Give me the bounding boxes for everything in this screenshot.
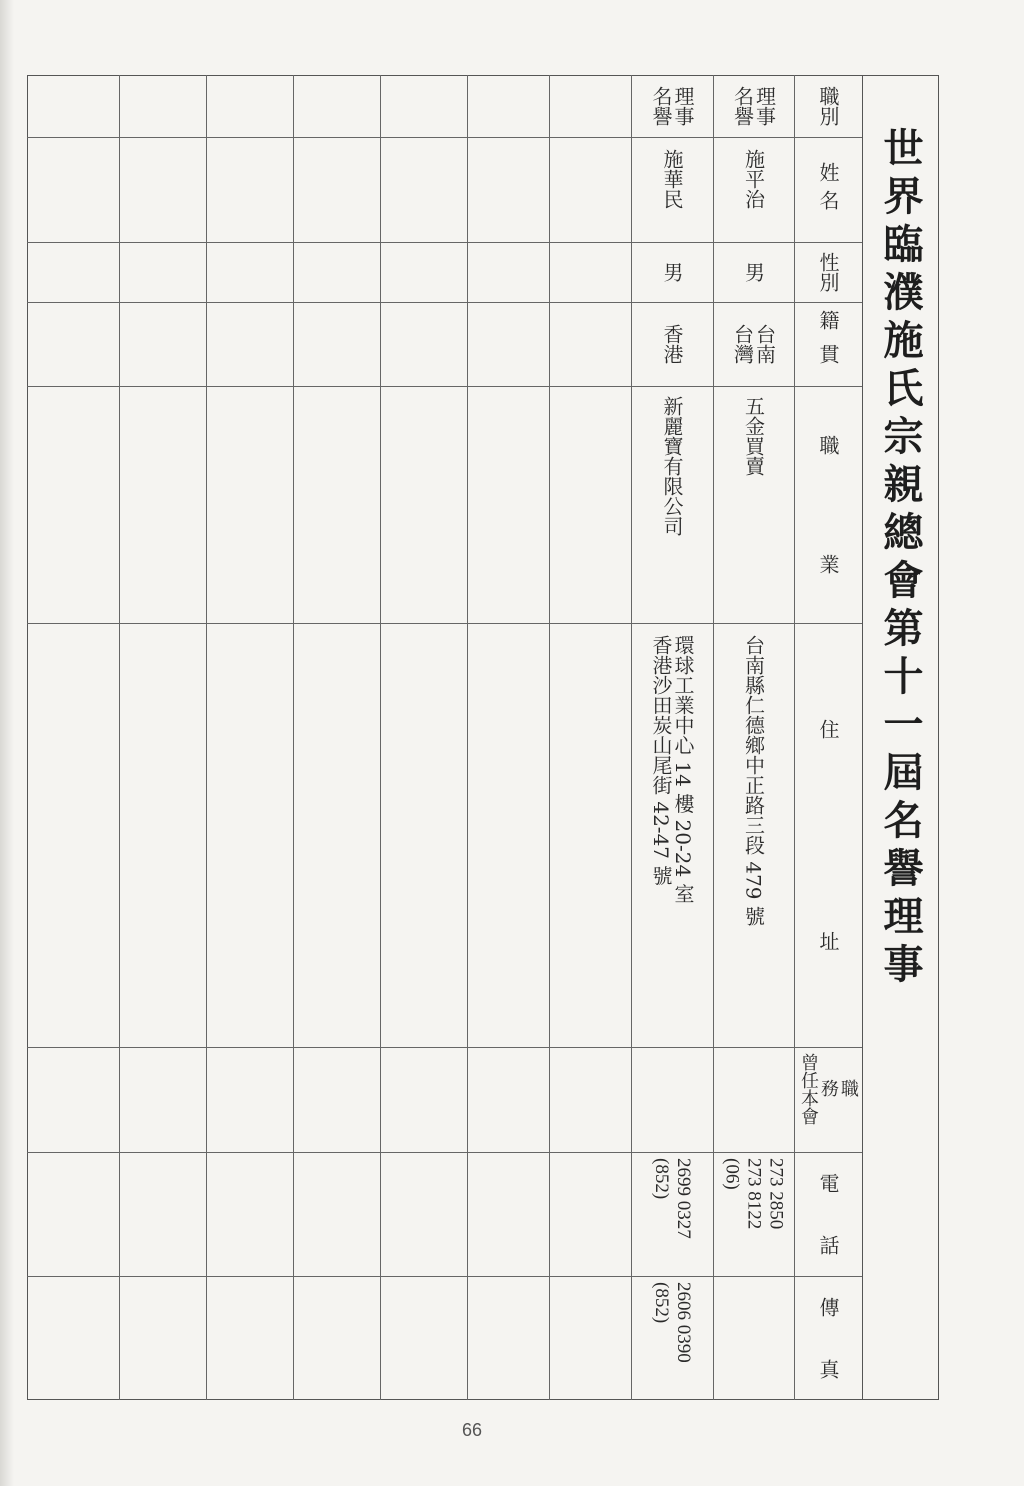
header-phone: 電 話 xyxy=(816,1173,840,1255)
header-former-post: 曾任本會 職務 xyxy=(798,1053,859,1125)
row-name: 施平治 xyxy=(741,149,766,209)
row-occupation: 新麗寶有限公司 xyxy=(660,396,684,536)
column-divider xyxy=(467,75,468,1400)
column-divider xyxy=(380,75,381,1400)
header-origin: 籍貫 xyxy=(816,310,840,378)
row-fax: (852) 2606 0390 xyxy=(651,1282,694,1363)
header-name: 姓名 xyxy=(816,161,840,218)
row-origin: 香港 xyxy=(660,324,684,364)
column-divider xyxy=(206,75,207,1400)
row-phone: (852) 2699 0327 xyxy=(651,1158,694,1239)
row-gender: 男 xyxy=(660,262,684,282)
header-occupation: 職 業 xyxy=(816,435,840,574)
column-divider xyxy=(293,75,294,1400)
row-occupation: 五金買賣 xyxy=(741,396,766,476)
row-gender: 男 xyxy=(741,262,766,282)
row-phone: (06) 273 8122 273 2850 xyxy=(721,1158,787,1230)
row-name: 施華民 xyxy=(660,149,684,209)
row-address: 台南縣仁德鄉中正路三段 479 號 xyxy=(741,635,766,926)
row-role: 名譽 理事 xyxy=(649,86,695,126)
row-fax xyxy=(713,1276,794,1400)
page-title-column xyxy=(862,75,938,1400)
header-address: 住 址 xyxy=(816,719,840,951)
page-number: 66 xyxy=(461,1420,483,1440)
column-divider xyxy=(549,75,550,1400)
row-former-post xyxy=(713,1047,794,1152)
header-role: 職別 xyxy=(816,86,840,126)
row-former-post xyxy=(631,1047,713,1152)
page-binding-shadow xyxy=(0,0,14,1486)
column-divider xyxy=(119,75,120,1400)
row-role: 名譽 理事 xyxy=(730,86,777,126)
row-address: 香港沙田炭山尾街 42-47 號 環球工業中心 14 樓 20-24 室 xyxy=(649,635,695,904)
header-gender: 性別 xyxy=(816,252,840,292)
page-title: 世界臨濮施氏宗親總會第十一屆名譽理事 xyxy=(877,127,923,991)
row-origin: 台灣 台南 xyxy=(730,324,777,364)
header-fax: 傳 真 xyxy=(816,1297,840,1379)
